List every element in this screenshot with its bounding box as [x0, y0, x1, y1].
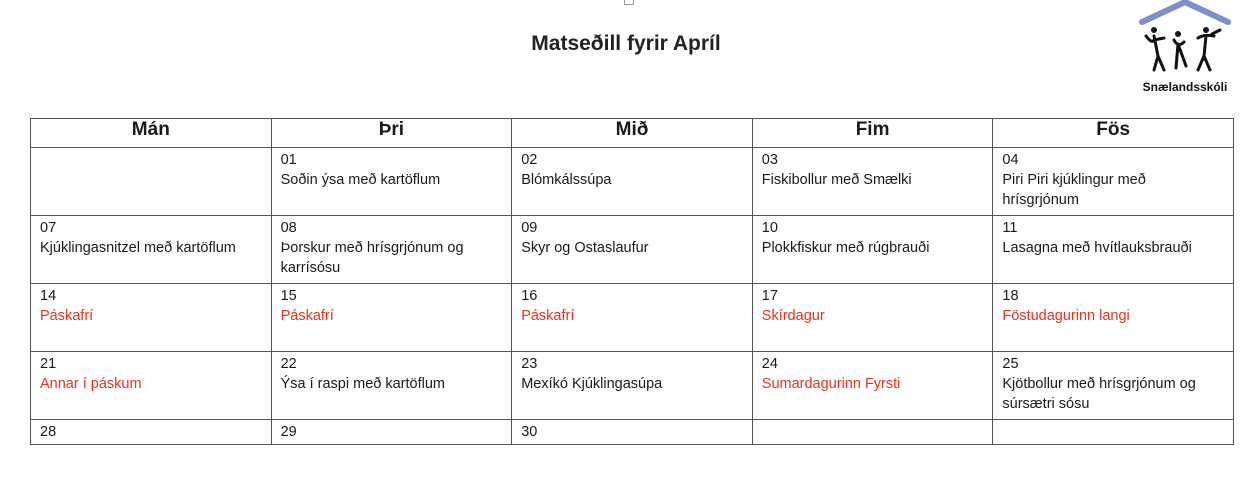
dish-text: Lasagna með hvítlauksbrauði — [1002, 240, 1192, 256]
day-number: 29 — [280, 424, 297, 440]
day-number: 17 — [761, 288, 778, 304]
day-cell — [752, 148, 993, 216]
day-number: 25 — [1002, 356, 1019, 372]
day-cell — [512, 420, 753, 445]
holiday-text: Páskafrí — [521, 308, 575, 324]
weekday-header: Fim — [752, 119, 993, 148]
day-number: 24 — [761, 356, 778, 372]
day-cell — [993, 216, 1234, 284]
day-number: 28 — [40, 424, 57, 440]
week-row — [31, 352, 1234, 420]
dish-text: Þorskur með hrísgrjónum og karrísósu — [280, 240, 464, 276]
day-cell — [993, 284, 1234, 352]
dish-text: Kjúklingasnitzel með kartöflum — [40, 240, 236, 256]
holiday-text: Skírdagur — [761, 308, 825, 324]
day-cell — [993, 148, 1234, 216]
page-title: Matseðill fyrir Apríl — [531, 32, 721, 55]
weekday-header: Mið — [512, 119, 753, 148]
weekday-header: Mán — [31, 119, 272, 148]
day-cell — [752, 420, 993, 445]
day-number: 23 — [521, 356, 538, 372]
day-number: 11 — [1002, 220, 1018, 236]
menu-table — [30, 118, 1234, 445]
day-number: 21 — [40, 356, 57, 372]
day-number: 22 — [280, 356, 297, 372]
holiday-text: Annar í páskum — [40, 376, 142, 392]
holiday-text: Föstudagurinn langi — [1002, 308, 1130, 324]
day-cell — [271, 216, 512, 284]
week-row — [31, 420, 1234, 445]
scan-mark — [624, 0, 634, 5]
day-cell — [752, 284, 993, 352]
weekday-header: Fös — [993, 119, 1234, 148]
day-cell — [271, 352, 512, 420]
day-number: 08 — [280, 220, 297, 236]
dish-text: Soðin ýsa með kartöflum — [280, 172, 441, 188]
school-logo-icon — [1124, 0, 1246, 82]
day-cell — [752, 352, 993, 420]
day-cell — [752, 216, 993, 284]
dish-text: Fiskibollur með Smælki — [761, 172, 912, 188]
weekday-header-row — [31, 119, 1234, 148]
day-number: 30 — [521, 424, 538, 440]
day-number: 16 — [521, 288, 538, 304]
day-number: 03 — [761, 152, 778, 168]
school-name: Snælandsskóli — [1142, 80, 1228, 94]
day-cell — [271, 420, 512, 445]
day-number: 18 — [1002, 288, 1019, 304]
day-cell — [31, 148, 272, 216]
dish-text: Skyr og Ostaslaufur — [521, 240, 649, 256]
school-logo — [1124, 0, 1246, 100]
dish-text: Blómkálssúpa — [521, 172, 612, 188]
day-number: 04 — [1002, 152, 1019, 168]
day-cell — [31, 420, 272, 445]
day-number: 07 — [40, 220, 57, 236]
day-number: 14 — [40, 288, 57, 304]
day-cell — [993, 352, 1234, 420]
dish-text: Plokkfiskur með rúgbrauði — [761, 240, 930, 256]
holiday-text: Páskafrí — [280, 308, 334, 324]
dish-text: Ýsa í raspi með kartöflum — [280, 376, 445, 392]
day-cell — [512, 148, 753, 216]
day-cell — [271, 284, 512, 352]
day-cell — [993, 420, 1234, 445]
weekday-header: Þri — [271, 119, 512, 148]
dish-text: Piri Piri kjúklingur með hrísgrjónum — [1002, 172, 1146, 208]
day-number: 02 — [521, 152, 538, 168]
day-cell — [512, 216, 753, 284]
day-number: 09 — [521, 220, 538, 236]
dish-text: Mexíkó Kjúklingasúpa — [521, 376, 663, 392]
day-cell — [31, 216, 272, 284]
day-number: 01 — [280, 152, 297, 168]
day-cell — [271, 148, 512, 216]
day-number: 15 — [280, 288, 297, 304]
week-row — [31, 284, 1234, 352]
week-row — [31, 148, 1234, 216]
day-number: 10 — [761, 220, 778, 236]
week-row — [31, 216, 1234, 284]
day-cell — [512, 284, 753, 352]
day-cell — [512, 352, 753, 420]
day-cell — [31, 352, 272, 420]
holiday-text: Páskafrí — [40, 308, 94, 324]
dish-text: Kjötbollur með hrísgrjónum og súrsætri sósu — [1002, 376, 1196, 412]
holiday-text: Sumardagurinn Fyrsti — [761, 376, 901, 392]
day-cell — [31, 284, 272, 352]
